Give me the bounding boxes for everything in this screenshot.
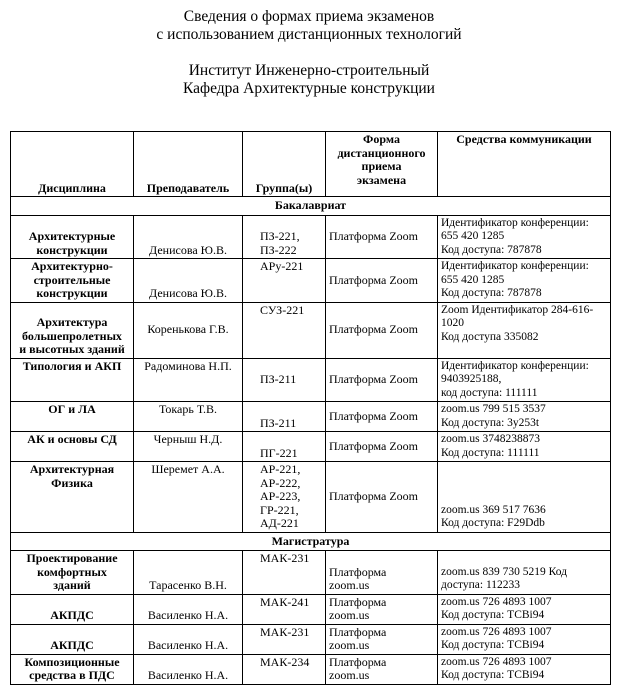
group-cell [243, 594, 326, 624]
discipline-cell-line: АКПДС [50, 608, 94, 622]
group-cell-line: ПЗ-221, [260, 229, 300, 243]
discipline-cell [11, 462, 134, 533]
exam-form-cell-line: zoom.us [329, 578, 370, 592]
communication-cell-line: Код доступа: 111111 [441, 446, 540, 459]
exam-form-cell [326, 594, 438, 624]
discipline-cell [11, 551, 134, 595]
table-row [11, 462, 611, 533]
communication-cell [438, 551, 611, 595]
exam-form-cell-line: zoom.us [329, 608, 370, 622]
exam-form-cell [326, 462, 438, 533]
table-row [11, 432, 611, 462]
discipline-cell-line: Типология и АКП [22, 358, 122, 373]
group-cell-line: ПЗ-222 [260, 242, 297, 257]
teacher-cell: Василенко Н.А. [134, 594, 243, 624]
communication-cell-line: Zoom Идентификатор 284-616- [441, 303, 594, 316]
col-header-discipline: Дисциплина [11, 132, 134, 197]
communication-cell [438, 302, 611, 358]
discipline-cell-line: конструкции [36, 286, 108, 300]
section-bachelor-label: Бакалавриат [11, 197, 611, 216]
discipline-cell-line: комфортных [37, 564, 107, 579]
exam-form-cell-line: Платформа Zoom [329, 438, 419, 453]
institute-line: Институт Инженерно-строительный [188, 62, 430, 79]
exam-forms-table [10, 131, 611, 685]
table-row [11, 302, 611, 358]
communication-cell-line: доступа: 112233 [441, 579, 521, 591]
teacher-cell: Черныш Н.Д. [134, 432, 243, 462]
communication-cell-line: 655 420 1285 [441, 273, 505, 286]
document-title [0, 8, 618, 44]
discipline-cell [11, 624, 134, 654]
department-heading [0, 62, 618, 98]
section-bachelor [11, 197, 611, 216]
communication-cell [438, 215, 611, 259]
group-cell-line: СУЗ-221 [260, 302, 305, 317]
discipline-cell [11, 432, 134, 462]
table-row [11, 551, 611, 595]
title-line-1: Сведения о формах приема экзаменов [183, 8, 435, 25]
communication-cell-line: zoom.us 799 515 3537 [441, 403, 546, 415]
group-cell [243, 358, 326, 402]
group-cell-line: ПГ-221 [260, 445, 298, 460]
exam-form-cell [326, 402, 438, 432]
exam-form-cell [326, 624, 438, 654]
discipline-cell-line: АК и основы СД [27, 432, 117, 446]
communication-cell-line: Код доступа: 3y253t [441, 416, 540, 429]
group-cell-line: АРу-221 [260, 259, 304, 273]
teacher-cell: Шеремет А.А. [134, 462, 243, 533]
exam-form-cell-line: Платформа Zoom [329, 272, 419, 287]
communication-cell-line: zoom.us 726 4893 1007 [441, 595, 552, 608]
communication-cell-line: Код доступа: F29Ddb [441, 517, 545, 529]
teacher-cell: Василенко Н.А. [134, 654, 243, 684]
exam-form-cell [326, 654, 438, 684]
group-cell [243, 624, 326, 654]
table-row [11, 624, 611, 654]
discipline-cell-line: конструкции [36, 242, 108, 257]
exam-form-cell-line: Платформа [329, 624, 387, 639]
exam-form-cell-line: Платформа Zoom [329, 408, 419, 423]
teacher-cell: Радоминова Н.П. [134, 358, 243, 402]
discipline-cell-line: Композиционные [24, 654, 120, 669]
teacher-cell: Коренькова Г.В. [134, 302, 243, 358]
col-header-teacher: Преподаватель [134, 132, 243, 197]
table-row [11, 358, 611, 402]
exam-form-cell-line: Платформа [329, 654, 387, 669]
communication-cell [438, 402, 611, 432]
discipline-cell-line: зданий [53, 578, 91, 592]
communication-cell-line: zoom.us 839 730 5219 Код [441, 565, 568, 578]
communication-cell-line: Код доступа: TCBi94 [441, 669, 545, 681]
table-row [11, 215, 611, 259]
group-cell-line: МАК-241 [260, 594, 310, 609]
section-master [11, 532, 611, 551]
teacher-cell: Денисова Ю.В. [134, 259, 243, 303]
table-row [11, 259, 611, 303]
group-cell-line: ПЗ-211 [260, 372, 297, 386]
communication-cell [438, 462, 611, 533]
discipline-cell [11, 358, 134, 402]
discipline-cell-line: Архитектура [36, 315, 108, 329]
exam-form-cell-line: zoom.us [329, 668, 370, 682]
table-row [11, 594, 611, 624]
exam-form-cell-line: Платформа Zoom [329, 372, 419, 386]
table-header-row [11, 132, 611, 197]
communication-cell [438, 432, 611, 462]
discipline-cell-line: ОГ и ЛА [48, 402, 96, 416]
exam-form-cell [326, 432, 438, 462]
group-cell [243, 462, 326, 533]
exam-form-cell-line: Платформа Zoom [329, 489, 419, 503]
communication-cell [438, 594, 611, 624]
communication-cell-line: zoom.us 369 517 7636 [441, 503, 546, 516]
col-header-communication: Средства коммуникации [438, 132, 611, 197]
communication-cell [438, 358, 611, 402]
exam-form-cell [326, 551, 438, 595]
group-cell-line: ПЗ-211 [260, 415, 297, 430]
communication-cell-line: zoom.us 726 4893 1007 [441, 625, 552, 638]
teacher-cell: Денисова Ю.В. [134, 215, 243, 259]
title-line-2: с использованием дистанционных технологий [156, 26, 462, 43]
teacher-cell: Василенко Н.А. [134, 624, 243, 654]
communication-cell-line: Код доступа 335082 [441, 330, 539, 343]
discipline-cell-line: АКПДС [50, 638, 94, 652]
discipline-cell-line: Физика [51, 475, 93, 490]
table-row [11, 402, 611, 432]
discipline-cell [11, 654, 134, 684]
exam-form-cell-line: Платформа [329, 594, 387, 609]
discipline-cell-line: строительные [33, 272, 111, 287]
teacher-cell: Токарь Т.В. [134, 402, 243, 432]
communication-cell-line: Идентификатор конференции: [441, 216, 589, 229]
group-cell-line: АР-223, [260, 489, 301, 503]
communication-cell-line: 9403925188, [441, 373, 502, 385]
col-header-group: Группа(ы) [243, 132, 326, 197]
exam-form-cell [326, 215, 438, 259]
exam-form-cell-line: Платформа [329, 564, 387, 579]
group-cell-line: ГР-221, [260, 502, 299, 517]
group-cell-line: АР-221, [260, 462, 301, 476]
discipline-cell [11, 302, 134, 358]
communication-cell-line: Идентификатор конференции: [441, 359, 589, 372]
communication-cell-line: Идентификатор конференции: [441, 260, 589, 272]
group-cell-line: АД-221 [260, 516, 299, 530]
discipline-cell [11, 402, 134, 432]
discipline-cell [11, 259, 134, 303]
exam-form-cell-line: Платформа Zoom [329, 322, 419, 337]
group-cell-line: МАК-231 [260, 551, 310, 565]
section-master-label: Магистратура [11, 532, 611, 551]
group-cell [243, 654, 326, 684]
exam-form-cell-line: zoom.us [329, 638, 370, 652]
group-cell [243, 402, 326, 432]
discipline-cell-line: средства в ПДС [29, 668, 115, 682]
communication-cell-line: Код доступа: TCBi94 [441, 639, 545, 651]
discipline-cell-line: Архитектурно- [31, 259, 113, 273]
communication-cell-line: Код доступа: TCBi94 [441, 609, 545, 621]
table-body [11, 197, 611, 685]
group-cell [243, 551, 326, 595]
communication-cell-line: zoom.us 726 4893 1007 [441, 655, 552, 668]
col-header-form: Форма дистанционного приема экзамена [326, 132, 438, 197]
communication-cell-line: код доступа: 111111 [441, 386, 538, 399]
communication-cell [438, 259, 611, 303]
communication-cell-line: zoom.us 3748238873 [441, 433, 541, 445]
exam-form-cell [326, 259, 438, 303]
discipline-cell [11, 594, 134, 624]
group-cell [243, 302, 326, 358]
table-row [11, 654, 611, 684]
group-cell [243, 215, 326, 259]
discipline-cell-line: большепролетных [22, 328, 122, 343]
communication-cell-line: 1020 [441, 317, 464, 329]
teacher-cell: Тарасенко В.Н. [134, 551, 243, 595]
group-cell-line: МАК-231 [260, 624, 310, 639]
exam-form-cell [326, 358, 438, 402]
communication-cell-line: 655 420 1285 [441, 230, 505, 242]
discipline-cell-line: Проектирование [26, 551, 118, 565]
exam-form-cell [326, 302, 438, 358]
group-cell-line: МАК-234 [260, 654, 310, 669]
communication-cell-line: Код доступа: 787878 [441, 243, 542, 256]
discipline-cell-line: и высотных зданий [19, 342, 125, 356]
group-cell [243, 432, 326, 462]
discipline-cell-line: Архитектурные [28, 229, 116, 243]
exam-form-cell-line: Платформа Zoom [329, 229, 419, 243]
communication-cell-line: Код доступа: 787878 [441, 287, 542, 299]
discipline-cell [11, 215, 134, 259]
communication-cell [438, 654, 611, 684]
communication-cell [438, 624, 611, 654]
department-line: Кафедра Архитектурные конструкции [183, 80, 435, 97]
group-cell [243, 259, 326, 303]
discipline-cell-line: Архитектурная [29, 462, 115, 476]
group-cell-line: АР-222, [260, 475, 301, 490]
